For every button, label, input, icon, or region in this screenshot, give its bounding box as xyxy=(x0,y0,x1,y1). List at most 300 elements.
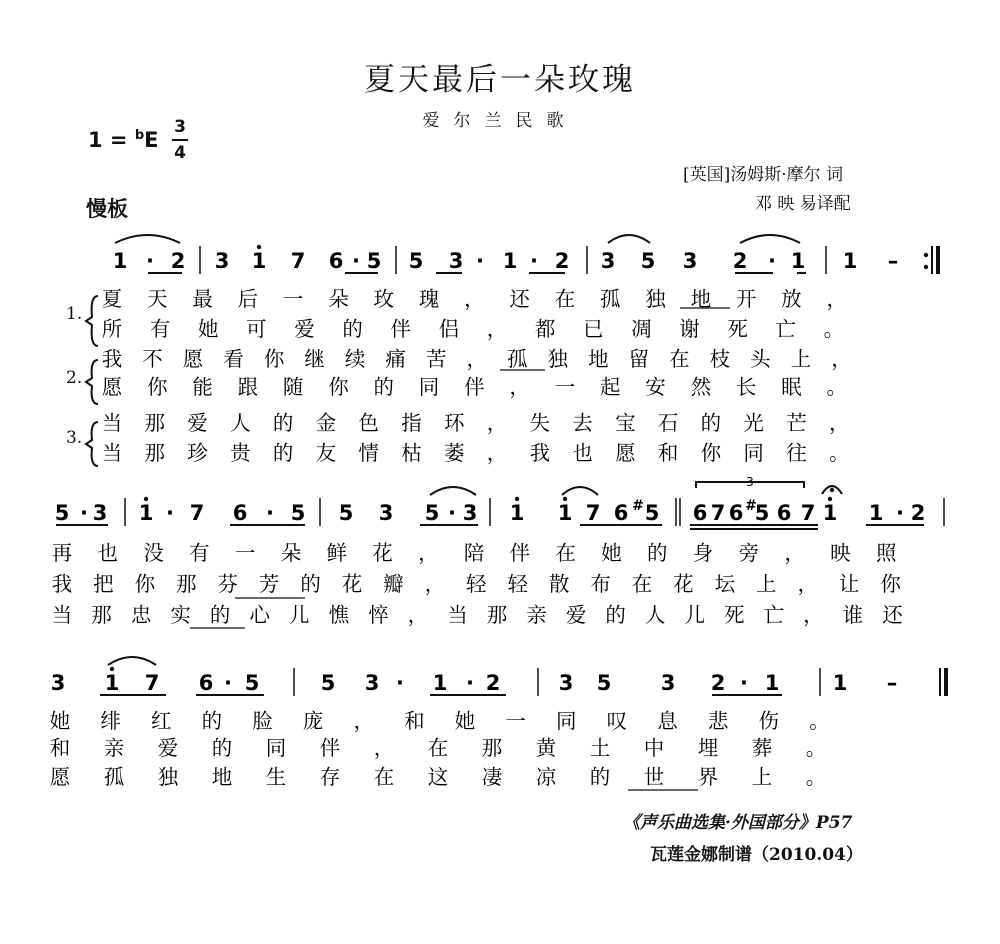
lyric-char: 不 xyxy=(142,347,163,371)
lyric-char: ， xyxy=(826,287,847,311)
lyric-char: 那 xyxy=(481,736,503,760)
lyric-char: 的 xyxy=(209,603,231,627)
lyric-char: 脸 xyxy=(252,709,273,733)
note: 6 xyxy=(728,501,744,525)
note: 1 xyxy=(764,671,780,695)
lyric-char: 忠 xyxy=(130,603,152,627)
note: 7 xyxy=(144,671,160,695)
lyric-char: 死 xyxy=(727,317,748,341)
lyric-char: 布 xyxy=(590,572,611,596)
lyric-char: 一 xyxy=(505,709,526,733)
verse-number-2: 2. xyxy=(66,368,83,388)
note: 1 xyxy=(868,501,884,525)
lyric-char: ， xyxy=(509,375,530,399)
lyric-char: 石 xyxy=(657,411,679,435)
lyric-char: 花 xyxy=(341,572,363,596)
lyric-char: 眠 xyxy=(781,375,802,399)
lyric-char: 的 xyxy=(300,572,321,596)
note: 3 xyxy=(660,671,676,695)
slur xyxy=(608,235,650,243)
note: 5 xyxy=(408,249,424,273)
lyric-char: 你 xyxy=(263,347,285,371)
key-letter: E xyxy=(144,128,159,152)
lyric-char: 你 xyxy=(328,375,349,399)
lyric-char: 一 xyxy=(282,287,304,311)
lyric-char: 的 xyxy=(211,736,233,760)
lyric-char: 。 xyxy=(805,765,827,789)
lyric-char: 。 xyxy=(826,375,847,399)
note: 3 xyxy=(214,249,230,273)
lyric-char: 能 xyxy=(192,375,213,399)
lyric-char: 悴 xyxy=(368,603,389,627)
lyric-char: ， xyxy=(486,411,508,435)
lyric-char: 再 xyxy=(51,541,73,565)
lyric-char: 没 xyxy=(143,541,164,565)
lyric-char: 你 xyxy=(147,375,168,399)
lyric-char: 头 xyxy=(750,347,771,371)
lyric-char: 伴 xyxy=(509,541,531,565)
lyric-char: 孤 xyxy=(599,287,621,311)
lyric-char: 那 xyxy=(144,411,166,435)
lyric-char: 一 xyxy=(234,541,256,565)
lyric-char: 你 xyxy=(700,441,722,465)
lyric-char: 情 xyxy=(358,441,379,465)
lyric-char: 愿 xyxy=(615,441,636,465)
lyric-char: 同 xyxy=(556,709,577,733)
lyric-char: 亲 xyxy=(103,736,125,760)
augmentation-dot: · xyxy=(396,671,404,695)
lyric-char: 我 xyxy=(51,572,73,596)
lyric-char: 身 xyxy=(692,541,714,565)
note: 3 xyxy=(682,249,698,273)
lyric-char: 当 xyxy=(447,603,468,627)
lyric-char: 散 xyxy=(548,572,570,596)
lyric-char: 红 xyxy=(151,709,172,733)
lyric-char: 同 xyxy=(743,441,764,465)
lyric-char: 实 xyxy=(170,603,191,627)
note: 1 xyxy=(822,501,838,525)
translator-credit: 邓 映 易译配 xyxy=(755,194,851,214)
high-octave-dot xyxy=(828,497,832,501)
lyric-char: ， xyxy=(486,441,508,465)
lyric-char: 枯 xyxy=(401,441,422,465)
lyric-char: 花 xyxy=(673,572,694,596)
note: 2 xyxy=(485,671,501,695)
lyric-char: 和 xyxy=(404,709,425,733)
lyric-char: 宝 xyxy=(615,411,636,435)
lyric-char: 瑰 xyxy=(418,287,440,311)
lyric-char: 你 xyxy=(134,572,156,596)
lyric-char: 轻 xyxy=(507,572,528,596)
lyricist-credit: [英国]汤姆斯·摩尔 词 xyxy=(683,165,844,185)
high-octave-dot xyxy=(110,667,114,671)
lyric-char: 我 xyxy=(101,347,123,371)
lyric-char: 光 xyxy=(743,411,764,435)
lyric-char: 的 xyxy=(272,411,294,435)
lyric-char: 上 xyxy=(751,765,773,789)
lyric-char: ， xyxy=(828,411,850,435)
lyric-char: 凋 xyxy=(631,317,652,341)
augmentation-dot: · xyxy=(166,501,174,525)
lyric-char: ， xyxy=(353,709,374,733)
lyric-char: 爱 xyxy=(157,736,179,760)
lyric-char: 所 xyxy=(101,317,123,341)
lyric-char: 独 xyxy=(157,765,179,789)
lyric-char: 贵 xyxy=(230,441,251,465)
note: 3 xyxy=(600,249,616,273)
augmentation-dot: · xyxy=(80,501,88,525)
lyric-char: 照 xyxy=(875,541,897,565)
lyric-char: 放 xyxy=(781,287,802,311)
lyric-char: 心 xyxy=(249,603,270,627)
lyric-char: 的 xyxy=(272,441,294,465)
lyric-char: 还 xyxy=(882,603,903,627)
high-octave-dot xyxy=(144,497,148,501)
repeat-dot xyxy=(924,253,928,257)
lyric-char: 色 xyxy=(358,411,379,435)
slur xyxy=(740,235,800,243)
sharp-sign: # xyxy=(632,498,644,514)
lyric-char: 开 xyxy=(735,287,757,311)
lyric-char: 金 xyxy=(315,411,337,435)
lyric-char: 的 xyxy=(605,603,626,627)
lyric-char: 陪 xyxy=(463,541,485,565)
lyric-char: 凉 xyxy=(535,765,557,789)
lyric-char: ， xyxy=(466,347,487,371)
lyric-char: 上 xyxy=(790,347,812,371)
lyric-char: 枝 xyxy=(709,347,731,371)
lyric-char: 地 xyxy=(211,765,233,789)
note: 3 xyxy=(462,501,478,525)
lyric-char: 起 xyxy=(599,375,621,399)
lyric-char: 存 xyxy=(319,765,341,789)
lyric-char: 随 xyxy=(282,375,304,399)
lyric-char: 续 xyxy=(344,347,366,371)
lyric-char: 的 xyxy=(373,375,395,399)
lyric-char: 鲜 xyxy=(326,541,347,565)
note: 1 xyxy=(509,501,525,525)
lyric-char: ， xyxy=(831,347,852,371)
note: 3 xyxy=(50,671,66,695)
lyric-char: 。 xyxy=(828,441,850,465)
lyric-char: 安 xyxy=(645,375,666,399)
lyric-char: 有 xyxy=(149,317,171,341)
lyric-char: 谁 xyxy=(842,603,864,627)
lyric-char: ， xyxy=(784,541,805,565)
lyric-char: 当 xyxy=(51,603,73,627)
lyric-char: 都 xyxy=(534,317,556,341)
lyric-char: 坛 xyxy=(714,572,736,596)
source-citation: 《声乐曲选集·外国部分》P57 xyxy=(623,813,853,833)
lyric-char: 的 xyxy=(342,317,363,341)
lyric-char: 珍 xyxy=(187,441,208,465)
lyric-char: 愿 xyxy=(49,765,71,789)
lyric-char: 在 xyxy=(373,765,395,789)
verse-number-1: 1. xyxy=(66,304,83,324)
verse-brace xyxy=(86,296,98,346)
note: 6 xyxy=(328,249,344,273)
lyric-char: 看 xyxy=(223,347,244,371)
lyric-char: 爱 xyxy=(294,317,315,341)
lyric-char: 她 xyxy=(454,709,476,733)
lyric-char: 在 xyxy=(555,541,576,565)
note: 1 xyxy=(432,671,448,695)
lyric-char: 往 xyxy=(786,441,807,465)
lyric-char: 一 xyxy=(554,375,576,399)
lyric-char: ， xyxy=(797,572,818,596)
note: 6 xyxy=(692,501,708,525)
lyric-char: 绯 xyxy=(100,709,121,733)
lyric-char: 朵 xyxy=(328,287,349,311)
note: 6 xyxy=(198,671,214,695)
note: 5 xyxy=(424,501,440,525)
lyric-char: 土 xyxy=(589,736,611,760)
lyric-char: 爱 xyxy=(565,603,587,627)
note: 3 xyxy=(448,249,464,273)
lyric-char: 玫 xyxy=(373,287,395,311)
lyric-char: 痛 xyxy=(385,347,406,371)
note: 5 xyxy=(644,501,660,525)
note: 5 xyxy=(338,501,354,525)
lyric-char: 芒 xyxy=(786,411,807,435)
lyric-char: 在 xyxy=(631,572,653,596)
lyric-char: 留 xyxy=(628,347,650,371)
augmentation-dot: · xyxy=(466,671,474,695)
lyric-char: 人 xyxy=(230,411,251,435)
note: 2 xyxy=(170,249,186,273)
lyric-char: 她 xyxy=(198,317,219,341)
lyric-char: 同 xyxy=(418,375,440,399)
lyric-char: 爱 xyxy=(187,411,208,435)
time-signature-bottom: 4 xyxy=(172,139,188,162)
lyric-char: 花 xyxy=(372,541,393,565)
lyric-char: ， xyxy=(486,317,508,341)
lyric-char: 当 xyxy=(101,441,123,465)
lyric-char: 也 xyxy=(97,541,119,565)
lyric-char: 去 xyxy=(572,411,593,435)
lyric-char: 友 xyxy=(315,441,337,465)
lyric-char: 亡 xyxy=(775,317,796,341)
triplet-number: 3 xyxy=(746,475,754,489)
lyric-char: 最 xyxy=(192,287,213,311)
lyric-char: 人 xyxy=(644,603,666,627)
note: 1 xyxy=(138,501,154,525)
lyric-char: 那 xyxy=(176,572,197,596)
lyric-char: 她 xyxy=(601,541,622,565)
note: 1 xyxy=(832,671,848,695)
augmentation-dot: · xyxy=(352,249,360,273)
note: 3 xyxy=(92,501,108,525)
lyric-char: 死 xyxy=(724,603,745,627)
lyric-char: 亲 xyxy=(526,603,547,627)
augmentation-dot: · xyxy=(448,501,456,525)
augmentation-dot: · xyxy=(740,671,748,695)
high-octave-dot xyxy=(563,497,567,501)
lyric-char: 她 xyxy=(49,709,71,733)
lyric-char: 谢 xyxy=(679,317,700,341)
verse-brace xyxy=(86,422,98,466)
lyric-char: 旁 xyxy=(738,541,760,565)
lyric-char: 当 xyxy=(101,411,123,435)
note: 5 xyxy=(244,671,260,695)
lyric-char: 的 xyxy=(201,709,223,733)
lyric-char: 独 xyxy=(645,287,666,311)
note: 6 xyxy=(232,501,248,525)
tempo-marking: 慢板 xyxy=(86,197,128,221)
lyric-char: 在 xyxy=(427,736,449,760)
lyric-char: 黄 xyxy=(535,736,557,760)
lyric-char: 侣 xyxy=(438,317,460,341)
lyric-char: 苦 xyxy=(425,347,447,371)
note: 3 xyxy=(378,501,394,525)
note: 3 xyxy=(364,671,380,695)
note: 7 xyxy=(290,249,306,273)
note: 5 xyxy=(320,671,336,695)
lyric-char: 和 xyxy=(49,736,71,760)
lyric-char: 孤 xyxy=(103,765,125,789)
note: 1 xyxy=(790,249,806,273)
lyric-char: 跟 xyxy=(237,375,259,399)
lyric-char: 孤 xyxy=(507,347,528,371)
time-signature-top: 3 xyxy=(174,117,186,137)
augmentation-dot: · xyxy=(224,671,232,695)
lyric-char: 伤 xyxy=(758,709,779,733)
note: 1 xyxy=(842,249,858,273)
lyric-char: 映 xyxy=(830,541,851,565)
lyric-char: 。 xyxy=(809,709,830,733)
note: – xyxy=(887,249,899,273)
lyric-char: 叹 xyxy=(606,709,628,733)
note: – xyxy=(886,671,898,695)
lyric-char: 憔 xyxy=(328,603,350,627)
lyric-char: 愿 xyxy=(182,347,204,371)
lyric-char: 也 xyxy=(572,441,593,465)
augmentation-dot: · xyxy=(266,501,274,525)
lyric-char: 凄 xyxy=(481,765,503,789)
lyric-char: 我 xyxy=(529,441,551,465)
lyric-char: 有 xyxy=(189,541,210,565)
lyric-char: 愿 xyxy=(101,375,123,399)
slur xyxy=(430,487,476,495)
lyric-char: 天 xyxy=(147,287,168,311)
lyric-char: 。 xyxy=(823,317,845,341)
lyric-char: 埋 xyxy=(697,736,719,760)
lyric-char: 儿 xyxy=(289,603,310,627)
lyric-char: 葬 xyxy=(751,736,773,760)
high-octave-dot xyxy=(257,245,261,249)
lyric-char: 的 xyxy=(647,541,668,565)
key-prefix: 1 = xyxy=(88,128,135,152)
lyric-char: 悲 xyxy=(707,709,729,733)
lyric-char: 瓣 xyxy=(383,572,404,596)
note: 1 xyxy=(557,501,573,525)
lyric-char: 继 xyxy=(304,347,325,371)
note: 6 xyxy=(613,501,629,525)
lyric-char: ， xyxy=(373,736,395,760)
lyric-char: 已 xyxy=(583,317,604,341)
note: 5 xyxy=(54,501,70,525)
lyric-char: ， xyxy=(407,603,429,627)
lyric-char: 还 xyxy=(509,287,530,311)
augmentation-dot: · xyxy=(896,501,904,525)
augmentation-dot: · xyxy=(476,249,484,273)
lyric-char: 上 xyxy=(756,572,777,596)
lyric-char: ， xyxy=(803,603,824,627)
note: 1 xyxy=(112,249,128,273)
lyric-char: 同 xyxy=(265,736,287,760)
song-subtitle: 爱尔兰民歌 xyxy=(422,111,578,131)
flat-sign: b xyxy=(134,128,145,143)
note: 5 xyxy=(596,671,612,695)
lyric-char: 那 xyxy=(486,603,508,627)
lyric-char: 那 xyxy=(91,603,112,627)
lyric-char: 然 xyxy=(690,375,712,399)
lyric-char: 让 xyxy=(838,572,860,596)
lyric-char: 中 xyxy=(643,736,665,760)
lyric-char: 独 xyxy=(547,347,569,371)
lyric-char: 和 xyxy=(657,441,679,465)
lyric-char: 庞 xyxy=(302,709,324,733)
lyric-char: 生 xyxy=(265,765,287,789)
note: 7 xyxy=(800,501,816,525)
note: 7 xyxy=(189,501,205,525)
slur xyxy=(115,235,180,243)
lyric-char: 那 xyxy=(144,441,166,465)
augmentation-dot: · xyxy=(768,249,776,273)
slur xyxy=(562,487,598,495)
note: 5 xyxy=(754,501,770,525)
note: 2 xyxy=(732,249,748,273)
note: 7 xyxy=(710,501,726,525)
lyric-char: 。 xyxy=(805,736,827,760)
sharp-sign: # xyxy=(745,498,757,514)
lyric-char: ， xyxy=(464,287,485,311)
repeat-dot xyxy=(924,265,928,269)
augmentation-dot: · xyxy=(530,249,538,273)
lyric-char: 失 xyxy=(529,411,551,435)
lyric-char: ， xyxy=(424,572,446,596)
lyric-char: 把 xyxy=(93,572,114,596)
note: 5 xyxy=(290,501,306,525)
lyric-char: 儿 xyxy=(684,603,705,627)
note: 2 xyxy=(910,501,926,525)
note: 5 xyxy=(640,249,656,273)
lyric-char: 环 xyxy=(443,411,465,435)
note: 1 xyxy=(502,249,518,273)
lyric-char: 芬 xyxy=(217,572,238,596)
lyric-char: 伴 xyxy=(390,317,411,341)
lyric-char: 长 xyxy=(735,375,757,399)
lyric-char: 界 xyxy=(697,765,719,789)
lyric-char: 伴 xyxy=(319,736,341,760)
lyric-char: 伴 xyxy=(464,375,485,399)
song-title: 夏天最后一朵玫瑰 xyxy=(364,62,636,98)
lyric-char: 可 xyxy=(246,317,267,341)
lyric-char: 你 xyxy=(880,572,901,596)
note: 2 xyxy=(710,671,726,695)
high-octave-dot xyxy=(515,497,519,501)
note: 1 xyxy=(251,249,267,273)
augmentation-dot: · xyxy=(146,249,154,273)
score-maker: 瓦莲金娜制谱（2010.04） xyxy=(650,845,863,865)
lyric-char: 朵 xyxy=(280,541,302,565)
lyric-char: 这 xyxy=(427,765,449,789)
verse-brace xyxy=(86,360,98,404)
lyric-char: ， xyxy=(418,541,439,565)
lyric-char: 在 xyxy=(554,287,576,311)
lyric-char: 亡 xyxy=(763,603,785,627)
lyric-char: 地 xyxy=(588,347,609,371)
